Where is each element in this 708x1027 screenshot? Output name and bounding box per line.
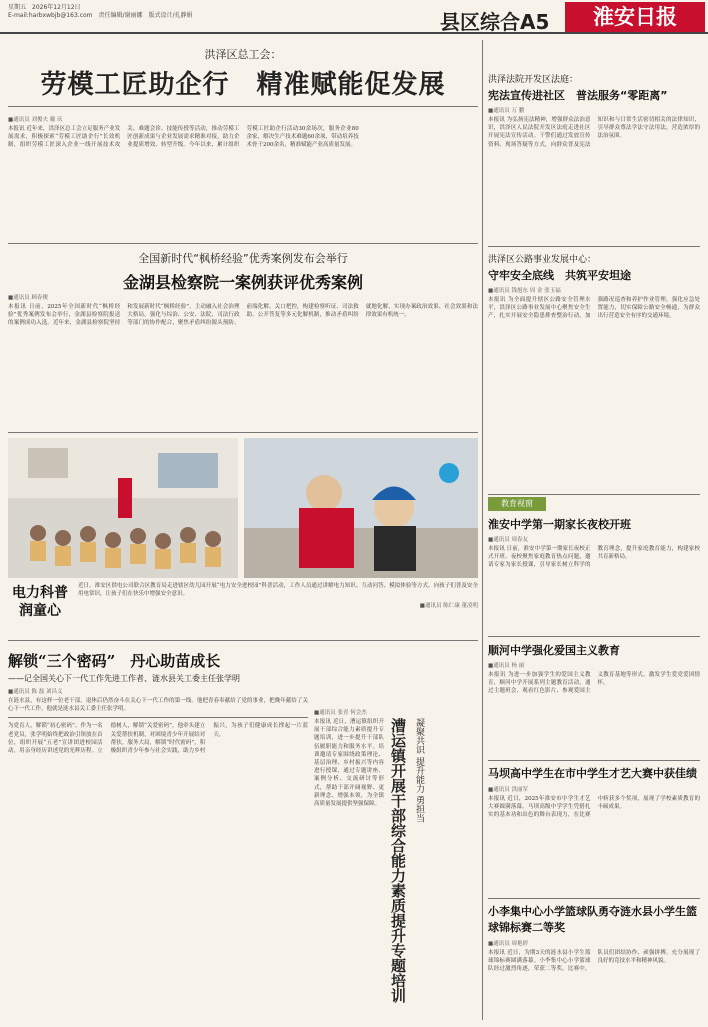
right1-kicker: 洪泽法院开发区法庭： [488,75,579,85]
right2-byline: ■通讯员 钱旭东 周 金 张玉福 [488,288,561,294]
header-meta [8,4,193,20]
right3-byline: ■通讯员 周春友 [488,537,528,543]
right3-body: 本报讯 日前，淮安中学第一期家长夜校正式开班。夜校聚焦家庭教育热点问题，邀请专家为家长授课，引导家长树立科学的教育理念，提升家庭教育能力，构建家校共育新格局。 [488,546,700,569]
right1-byline: ■通讯员 万 鹏 [488,108,525,114]
right5-headline: 马坝高中学生在市中学生才艺大赛中获佳绩 [488,767,697,780]
right1-headline: 宪法宣传进社区 普法服务“零距离” [488,89,668,102]
right2-body: 本报讯 为全面提升辖区公路安全管理水平，洪泽区公路事业发展中心聚焦安全生产，扎实开展安全隐患排查整治行动，加强路况巡查和养护作业管理，强化应急处置能力，切实保障公路安全畅通，为群众出行营造安全有序的交通环境。 [488,297,700,320]
story1-kicker: 洪泽区总工会： [204,48,282,61]
story-procuratorate [8,250,478,428]
story1-headline: 劳模工匠助企行 精准赋能促发展 [40,70,446,100]
right6-byline: ■通讯员 周艳婷 [488,941,528,947]
photo-feature [8,438,478,638]
story-court [488,72,700,242]
photo-caption-title: 电力科普 润童心 [12,585,68,619]
right4-body: 本报讯 为进一步加强学生的爱国主义教育，顺河中学开展系列主题教育活动，通过主题班会、观看红色影片、参观爱国主义教育基地等形式，激发学生爱党爱国情怀。 [488,672,700,695]
editor-info: E-mail:harbxwbjb@163.com 责任编辑/谢丽娜 版式设计/孔静娟 [8,12,193,19]
story4-headline: 漕运镇开展干部综合能力素质提升专题培训 [389,718,407,1003]
right1-body: 本报讯 为弘扬宪法精神，增强群众法治意识，洪泽区人民法院开发区法庭走进社区开展宪法宣传活动。干警们通过发放宣传资料、现场答疑等方式，向群众普及宪法知识和与日常生活密切相关的法律知识，引导群众尊法学法守法用法，营造浓厚的法治氛围。 [488,117,700,148]
story-care-committee [8,650,308,1020]
story-patriotism [488,642,700,758]
story2-byline: ■通讯员 顾春俊 [8,295,48,301]
photo-credit: ■通讯员 陈仁康 董凌明 [419,603,478,610]
right6-body: 本报讯 近日，为期3天的涟水县小学生篮球锦标赛圆满落幕。小李集中心小学篮球队经过激烈角逐，荣获二等奖。比赛中，队员们团结协作、顽强拼搏，充分展现了良好的竞技水平和精神风貌。 [488,950,700,973]
right2-headline: 守牢安全底线 共筑平安坦途 [488,269,631,282]
story2-body: 本报讯 日前，2025年全国新时代“枫桥经验”优秀案例发布会举行，金湖县检察院报送的案例成功入选。近年来，金湖县检察院坚持和发展新时代“枫桥经验”，主动融入社会治理大格局，强化与综治、公安、法院、司法行政等部门的协作配合，聚焦矛盾纠纷源头预防、前端化解、关口把控，构建检察听证、司法救助、公开答复等多元化解机制，推动矛盾纠纷就地化解，实现办案政治效果、社会效果和法律效果有机统一。 [8,304,478,327]
issue-date: 星期五 2026年12月12日 [8,4,81,11]
story3-body: 为党育人，解锁“初心密码”。作为一名老党员，张学明始终把政治引领放在首位，组织开展“五老”宣讲团进校园活动，用亲身经历讲述党的光辉历程。立德树人，解锁“关爱密码”，他牵头建立关爱帮扶机制，对困境青少年开展结对帮扶。服务大局，解锁“时代密码”，积极组织青少年参与社会实践，助力乡村振兴，为孩子们健康成长撑起一片蓝天。 [8,723,308,755]
newspaper-logo: 淮安日报 [565,2,705,32]
story1-body: 本报讯 近年来，洪泽区总工会立足服务产业发展需求，积极探索“劳模工匠助企行”长效机制，组织劳模工匠深入企业一线开展技术攻关、难题会诊、技能传授等活动，推动劳模工匠创新成果与企业发展需求精准对接，助力企业提质增效、转型升级。今年以来，累计组织劳模工匠助企行活动30余场次，服务企业80余家，解决生产技术难题60余项，带动培养技术骨干200余名，精准赋能产业高质量发展。 [8,126,359,149]
right3-headline: 淮安中学第一期家长夜校开班 [488,518,631,531]
story-road [488,252,700,488]
classroom-photo [8,438,238,578]
story2-kicker: 全国新时代“枫桥经验”优秀案例发布会举行 [138,252,348,265]
right5-byline: ■通讯员 洪丽军 [488,787,528,793]
story3-headline: 解锁“三个密码” 丹心助苗成长 [8,652,221,670]
story3-subtitle: ——记全国关心下一代工作先进工作者、涟水县关工委主任张学明 [8,674,240,683]
story4-body: 本报讯 近日，漕运镇组织开展干部综合能力素质提升专题培训，进一步提升干部队伍履职能力和服务水平。培训邀请专家围绕政策理论、基层治理、乡村振兴等内容进行授课，通过专题讲座、案例分析、交流研讨等形式，帮助干部开阔视野、更新理念、增强本领，为全镇高质量发展提供坚强保障。 [314,719,384,808]
story1-byline: ■通讯员 刘俊夫 戴 庆 [8,117,63,123]
story-night-school [488,516,700,634]
right4-headline: 顺河中学强化爱国主义教育 [488,644,620,657]
right2-kicker: 洪泽区公路事业发展中心： [488,255,597,265]
right4-byline: ■通讯员 杨 丽 [488,663,525,669]
story2-headline: 金湖县检察院一案例获评优秀案例 [122,273,363,292]
right6-headline: 小李集中心小学篮球队勇夺涟水县小学生篮球锦标赛二等奖 [488,905,697,934]
story3-intro: 在涟水县，有这样一位老干部，退休后仍然奋斗在关心下一代工作的第一线。他把青春奉献给了党的事业，把晚年献给了关心下一代工作。他就是涟水县关工委主任张学明。 [8,698,308,713]
story-talent-contest [488,766,700,896]
page-header [0,0,708,34]
story4-kicker: 凝聚共识 提升能力 勇担当 [414,718,424,823]
story3-byline: ■通讯员 陈 磊 刘昌义 [8,689,63,695]
photo-caption: 近日，淮安区供电公司联合区教育局走进辖区幼儿园开展“电力安全进校园”科普活动，工作人员通过讲解电力知识、互动问答、模拟体验等方式，向孩子们普及安全用电常识，让孩子们在快乐中增强安全意识。 [78,583,478,598]
story-basketball [488,904,700,1022]
section-title: 县区综合A5 [440,10,550,34]
helmet-photo [244,438,478,578]
right5-body: 本报讯 近日，2025年淮安市中学生才艺大赛圆满落幕。马坝高级中学学生凭借扎实的基本功和出色的舞台表现力，在比赛中斩获多个奖项，展现了学校素质教育的丰硕成果。 [488,796,700,819]
story-training [314,705,478,1020]
edu-badge: 教育视窗 [488,497,546,511]
story4-byline: ■通讯员 张青 何会杰 [314,710,367,716]
story-labor-union [8,46,478,242]
edu-section-band [488,494,700,512]
